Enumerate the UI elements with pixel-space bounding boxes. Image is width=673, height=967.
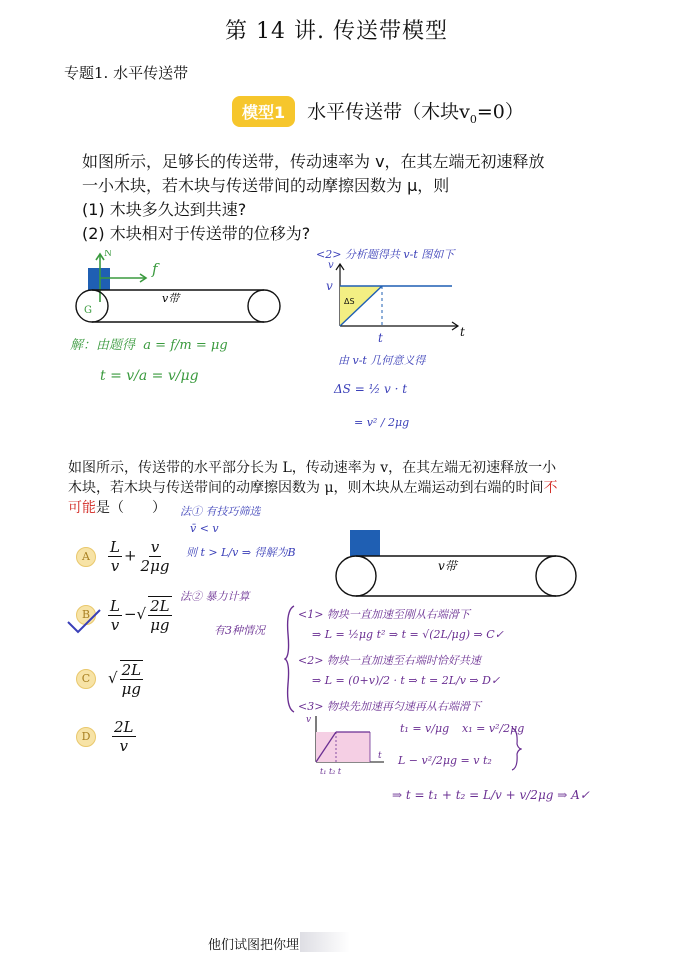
option-a-expr: $\frac{L}{v}$ + $\frac{v}{2\mu g}$	[110, 538, 170, 575]
graph-heading: <2> 分析题得共 v-t 图如下	[316, 248, 455, 261]
force-label: f	[152, 260, 158, 278]
belt-label: v带	[438, 559, 457, 573]
option-b-marker: B	[76, 605, 96, 625]
problem2-text	[68, 458, 628, 518]
t-tick-label: t	[378, 331, 383, 345]
area-fill	[316, 732, 370, 762]
belt-diagram-1	[70, 250, 290, 330]
vt-graph-2	[304, 712, 388, 780]
solution-step2: t = v/a = v/μg	[100, 368, 199, 384]
right-roller	[536, 556, 576, 596]
option-c-marker: C	[76, 669, 96, 689]
belt-diagram-2	[334, 528, 580, 600]
mini-v-label: v	[306, 715, 312, 725]
case3-t1: t₁ = v/μg	[400, 722, 450, 735]
problem1-line: 一小木块，若木块与传送带间的动摩擦因数为 μ，则	[82, 176, 450, 195]
topic-heading: 专题1. 水平传送带	[64, 64, 189, 82]
problem2-line1: 如图所示，传送带的水平部分长为 L，传动速率为 v，在其左端无初速释放一小	[68, 460, 557, 476]
option-c-expr: √ $\frac{2L}{\mu g}$	[108, 661, 142, 698]
page-title: 第 14 讲. 传送带模型	[225, 19, 448, 44]
model-header	[232, 96, 524, 127]
problem2-line3: 可能是（ ）	[68, 500, 166, 516]
case2-eq: ⇒ L = (0+v)/2 · t ⇒ t = 2L/v ⇒ D✓	[312, 674, 501, 687]
problem1-line: (1) 木块多久达到共速?	[82, 200, 247, 219]
case3-brace	[510, 726, 522, 772]
case2-text: <2> 物块一直加速至右端时恰好共速	[298, 654, 481, 667]
method1-line3: 则 t > L/v ⇒ 得解为B	[186, 546, 296, 559]
problem1-line: (2) 木块相对于传送带的位移为?	[82, 224, 311, 243]
checkmark-b-icon	[64, 606, 104, 636]
option-b-expr: $\frac{L}{v}$ −√ $\frac{2L}{\mu g}$	[110, 596, 170, 634]
case3-final: ⇒ t = t₁ + t₂ = L/v + v/2μg ⇒ A✓	[392, 788, 590, 802]
method1-line2: v̄ < v	[190, 522, 219, 535]
model-tag: 模型1	[232, 96, 295, 127]
footer-text: 他们试图把你埋	[208, 938, 300, 953]
case3-text: <3> 物块先加速再匀速再从右端滑下	[298, 700, 481, 713]
option-a-marker: A	[76, 547, 96, 567]
belt-label: v带	[162, 292, 180, 305]
three-cases-label: 有3种情况	[214, 624, 265, 637]
solution-step1: 解：由题得 a = f/m = μg	[70, 338, 228, 353]
case-brace	[284, 604, 296, 714]
case1-eq: ⇒ L = ½μg t² ⇒ t = √(2L/μg) ⇒ C✓	[312, 628, 504, 641]
right-roller	[248, 290, 280, 322]
mini-t-label: t	[378, 751, 382, 761]
left-roller	[336, 556, 376, 596]
delta-s-result: = v² / 2μg	[354, 416, 410, 429]
problem2-line2: 木块，若木块与传送带间的动摩擦因数为 μ，则木块从左端运动到右端的时间不	[68, 480, 558, 496]
block	[88, 268, 110, 290]
area-label: ΔS	[344, 297, 355, 306]
method2-heading: 法② 暴力计算	[180, 590, 250, 603]
v-axis-label: v	[328, 260, 334, 271]
graph-note: 由 v-t 几何意义得	[338, 354, 426, 367]
option-d[interactable]	[76, 718, 138, 755]
mini-ticks: t₁ t₂ t	[320, 767, 342, 776]
case3-x1: x₁ = v²/2μg	[462, 722, 525, 735]
vt-graph-1	[318, 260, 468, 346]
method1-heading: 法① 有技巧筛选	[180, 505, 261, 518]
case1-text: <1> 物块一直加速至刚从右端滑下	[298, 608, 470, 621]
left-roller	[76, 290, 108, 322]
model-title: 水平传送带（木块$v_0=0$）	[307, 101, 524, 126]
block	[350, 530, 380, 556]
normal-label: N	[104, 250, 112, 259]
footer-fade	[300, 932, 350, 952]
option-d-marker: D	[76, 727, 96, 747]
option-d-expr: $\frac{2L}{v}$	[114, 718, 134, 755]
problem1-line: 如图所示，足够长的传送带，传动速率为 v，在其左端无初速释放	[82, 152, 545, 171]
delta-s-expr: ΔS = ½ v · t	[334, 382, 408, 396]
option-c[interactable]	[76, 660, 145, 698]
t-axis-label: t	[460, 325, 465, 339]
gravity-label: G	[84, 305, 92, 316]
case3-eq2: L − v²/2μg = v t₂	[398, 754, 492, 767]
option-a[interactable]	[76, 538, 173, 575]
v-value-label: v	[326, 279, 333, 293]
problem1-text	[82, 150, 642, 246]
